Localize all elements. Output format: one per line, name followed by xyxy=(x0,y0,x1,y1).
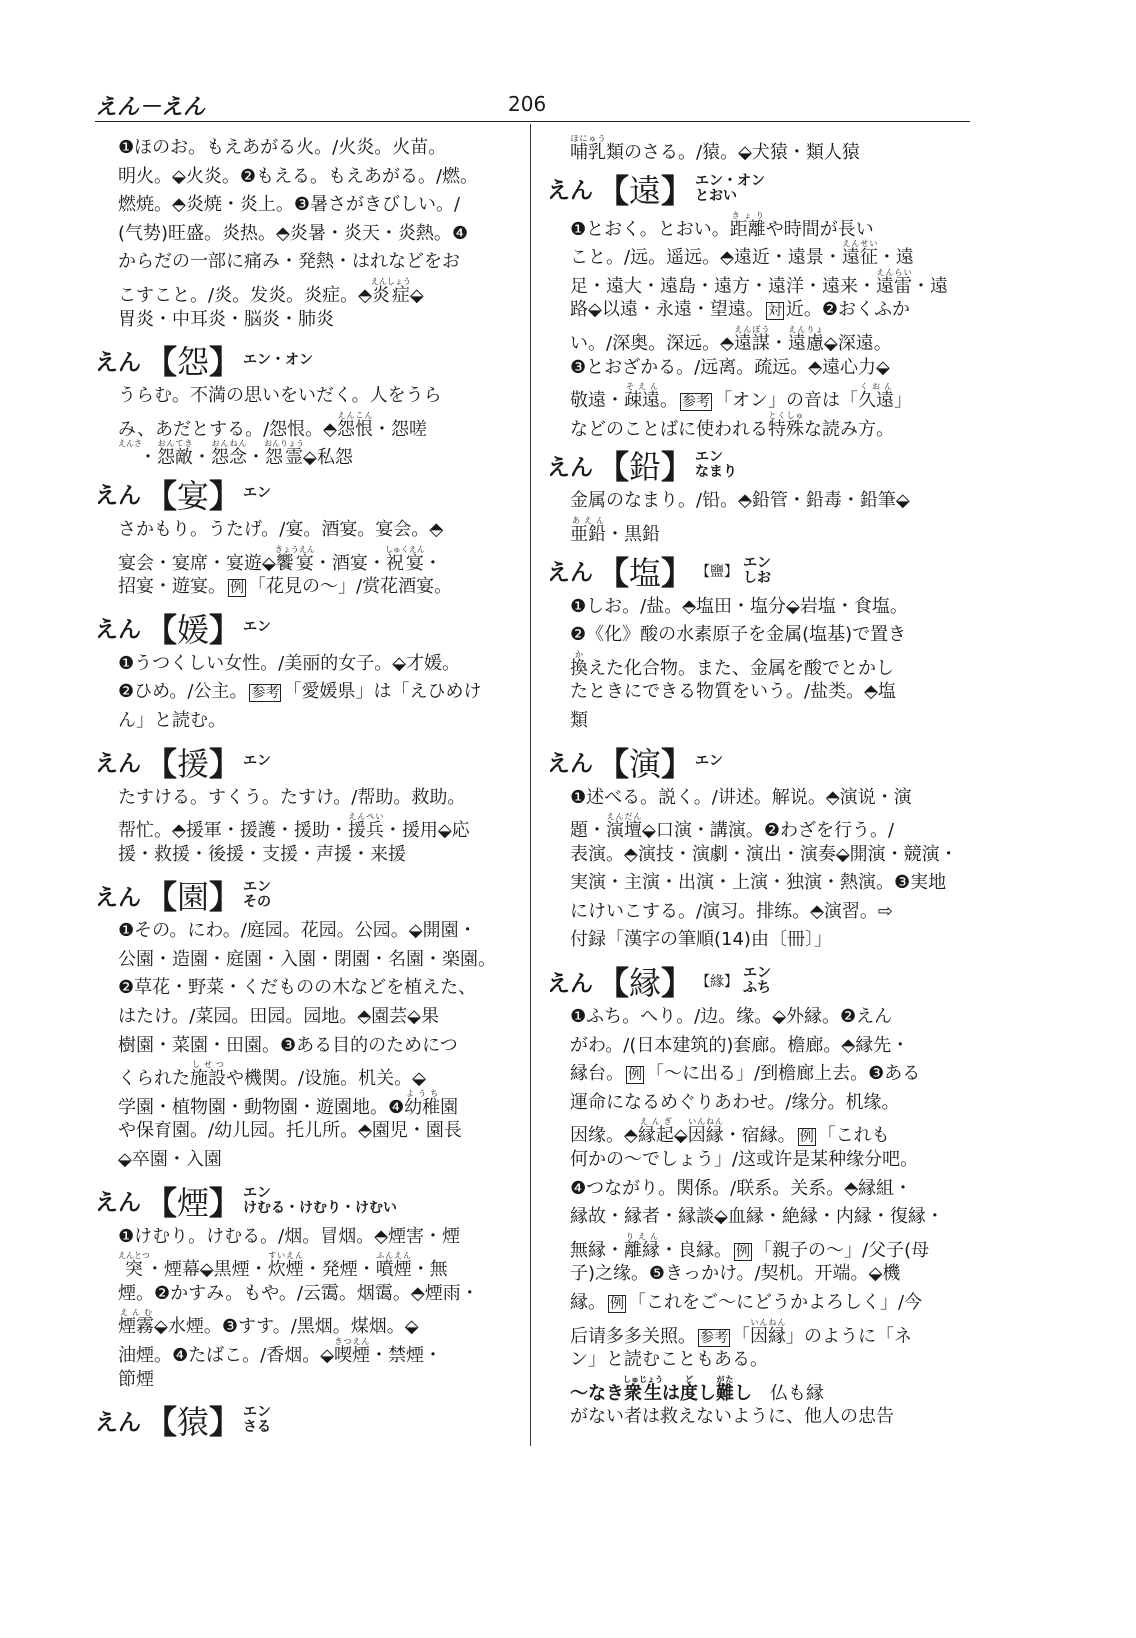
headword-readings xyxy=(243,1186,397,1216)
entry-headword xyxy=(95,606,515,650)
definition-line: からだの一部に痛み・発熱・はれなどをお xyxy=(118,251,460,273)
headword-kanji: 猿 xyxy=(177,1403,210,1442)
definition-line: ❶ふち。へり。/边。缘。⬙外縁。❷えん xyxy=(570,1006,893,1028)
bracket-open: 【 xyxy=(145,1403,178,1442)
definition-line: 公園・造園・庭園・入園・閉園・名園・楽園。 xyxy=(118,948,496,970)
label-box: 例 xyxy=(628,1067,642,1084)
ruby-word: 施設しせつ xyxy=(190,1060,226,1090)
definition-line: さかもり。うたげ。/宴。酒宴。宴会。⬘ xyxy=(118,518,444,540)
headword-kana: えん xyxy=(95,884,141,911)
ruby-word: 喫煙きつえん xyxy=(334,1337,371,1366)
headword-kanji: 鉛 xyxy=(629,448,662,487)
ruby-word: 遠謀えんぼう xyxy=(733,324,770,354)
definition-line: にけいこする。/演习。排练。⬘演習。⇨ xyxy=(570,900,893,922)
definition-line: ❸とおざかる。/远离。疏远。⬘遠心力⬙ xyxy=(570,356,890,378)
on-reading: エン xyxy=(743,965,772,982)
label-box: 例 xyxy=(736,1243,750,1260)
ruby-word: 遠雷えんらい xyxy=(876,267,912,297)
headword-kanji: 縁 xyxy=(629,964,662,1003)
bracket-close: 】 xyxy=(209,1183,242,1222)
definition-line: ❶述べる。説く。/讲述。解说。⬘演说・演 xyxy=(570,786,912,808)
on-reading: エン xyxy=(743,554,772,571)
definition-line: 足・遠大・遠島・遠方・遠洋・遠来・遠雷えんらい・遠 xyxy=(570,267,948,297)
definition-line: 子)之缘。❺きっかけ。/契机。开端。⬙機 xyxy=(570,1263,901,1285)
kun-reading: ふち xyxy=(743,980,772,997)
bracket-close: 】 xyxy=(209,610,242,649)
ruby-word: 特殊とくしゅ xyxy=(768,410,804,440)
headword-readings xyxy=(243,620,271,635)
definition-line: 油煙。❹たばこ。/香烟。⬙喫煙きつえん・禁煙・ xyxy=(118,1337,443,1366)
definition-line: ⬙卒園・入園 xyxy=(118,1149,222,1171)
bracket-open: 【 xyxy=(145,610,178,649)
ruby-word: 衆生しゅじょう xyxy=(623,1374,663,1404)
entry-headword xyxy=(95,338,515,382)
ruby-word: 演壇えんだん xyxy=(606,812,642,842)
entry-headword xyxy=(547,549,967,593)
headword-kanji: 援 xyxy=(177,744,210,783)
definition-line: 后请多多关照。 参考 「因縁いんねん」のように「ネ xyxy=(570,1317,912,1347)
headword-kanji: 塩 xyxy=(629,553,662,592)
bracket-open: 【 xyxy=(145,343,178,382)
definition-line: はたけ。/菜园。田园。园地。⬘園芸⬙果 xyxy=(118,1006,440,1028)
ruby-word: 突えんとつ xyxy=(118,1251,150,1281)
definition-line: や保育園。/幼儿园。托儿所。⬘園児・園長 xyxy=(118,1120,462,1142)
headword-readings xyxy=(243,353,313,368)
definition-line: 突えんとつ・煙幕⬙黒煙・炊煙すいえん・発煙・噴煙ふんえん・無 xyxy=(118,1251,448,1281)
definition-line: ❷草花・野菜・くだものの木などを植えた、 xyxy=(118,977,477,999)
ruby-word: 遠慮えんりょ xyxy=(787,324,824,354)
headword-kana: えん xyxy=(95,1409,141,1436)
on-reading: エン xyxy=(695,449,724,466)
label-box: 参考 xyxy=(251,685,280,702)
bracket-close: 】 xyxy=(209,476,242,515)
bracket-close: 】 xyxy=(661,553,694,592)
definition-line: 樹園・菜園・田園。❸ある目的のためにつ xyxy=(118,1034,458,1056)
definition-line: 縁故・縁者・縁談⬙血縁・絶縁・内縁・復縁・ xyxy=(570,1206,944,1228)
ruby-word: 炎症えんしょう xyxy=(370,276,411,306)
bracket-close: 】 xyxy=(209,1403,242,1442)
ruby-word: 怨敵おんてき xyxy=(157,439,193,469)
ruby-word: 噴煙ふんえん xyxy=(375,1251,412,1281)
definition-line: くられた施設しせつや機関。/设施。机关。⬙ xyxy=(118,1060,426,1090)
headword-kanji: 怨 xyxy=(177,343,210,382)
definition-line: 燃焼。⬘炎焼・炎上。❸暑さがきびしい。/ xyxy=(118,194,461,216)
definition-line: 亜鉛あえん・黒鉛 xyxy=(570,515,660,545)
ruby-word: 因縁いんねん xyxy=(687,1117,724,1147)
definition-line: 付録「漢字の筆順(14)由〔冊〕」 xyxy=(570,929,832,951)
definition-line: ❹つながり。関係。/联系。关系。⬘縁組・ xyxy=(570,1177,913,1199)
kun-reading: とおい xyxy=(695,187,738,204)
bracket-open: 【 xyxy=(597,964,630,1003)
on-reading: エン xyxy=(243,485,272,502)
definition-line: 題・演壇えんだん⬙口演・講演。❷わざを行う。/ xyxy=(570,812,895,842)
entry-headword xyxy=(95,873,515,917)
ruby-word: 援兵えんぺい xyxy=(347,812,384,842)
definition-line: ❷《化》酸の水素原子を金属(塩基)で置き xyxy=(570,624,907,646)
on-reading: エン xyxy=(243,1184,272,1201)
definition-line: がわ。/(日本建筑的)套廊。檐廊。⬘縁先・ xyxy=(570,1034,910,1056)
definition-line: 無縁・離縁りえん・良縁。 例 「親子の～」/父子(母 xyxy=(570,1231,930,1261)
ruby-word: 離縁りえん xyxy=(624,1231,660,1261)
ruby-word: 怨霊おんりょう xyxy=(264,439,304,469)
old-form-kanji: 【鹽】 xyxy=(696,563,739,580)
headword-kana: えん xyxy=(95,349,141,376)
definition-line: ん」と読む。 xyxy=(118,709,226,731)
headword-kanji: 演 xyxy=(629,744,662,783)
headword-readings xyxy=(695,754,723,769)
definition-line: こと。/远。遥远。⬘遠近・遠景・遠征えんせい・遠 xyxy=(570,239,914,269)
right-column xyxy=(547,134,967,1432)
entry-headword xyxy=(95,740,515,784)
definition-line: などのことばに使われる特殊とくしゅな読み方。 xyxy=(570,410,894,440)
ruby-word: 久遠くおん xyxy=(858,382,894,412)
definition-line: ❶その。にわ。/庭园。花园。公园。⬙開園・ xyxy=(118,920,477,942)
ruby-word: 因縁いんねん xyxy=(750,1317,786,1347)
definition-line: 煙。❷かすみ。もや。/云霭。烟霭。⬘煙雨・ xyxy=(118,1282,479,1304)
definition-line: 類 xyxy=(570,709,588,731)
ruby-word: 疎遠そえん xyxy=(624,382,660,412)
definition-line: ❷ひめ。/公主。 参考 「愛媛県」は「えひめけ xyxy=(118,681,482,703)
bracket-close: 】 xyxy=(661,744,694,783)
page-number: 206 xyxy=(508,92,547,116)
definition-line: うらむ。不満の思いをいだく。人をうら xyxy=(118,385,442,407)
entry-headword xyxy=(95,472,515,516)
label-box: 例 xyxy=(230,580,244,597)
headword-kana: えん xyxy=(547,970,593,997)
definition-line: がない者は救えないように、他人の忠告 xyxy=(570,1406,894,1428)
bracket-close: 】 xyxy=(661,964,694,1003)
on-reading: エン xyxy=(695,753,724,769)
headword-readings xyxy=(243,1405,271,1435)
ruby-word: 縁起えんぎ xyxy=(637,1117,674,1147)
definition-line: ❶けむり。けむる。/烟。冒烟。⬘煙害・煙 xyxy=(118,1225,461,1247)
definition-line: 哺乳ほにゅう類のさる。/猿。⬙犬猿・類人猿 xyxy=(570,134,860,163)
definition-line: ❶しお。/盐。⬘塩田・塩分⬙岩塩・食塩。 xyxy=(570,595,908,617)
bracket-close: 】 xyxy=(209,744,242,783)
definition-line: い。/深奥。深远。⬘遠謀えんぼう・遠慮えんりょ⬙深遠。 xyxy=(570,324,892,354)
column-divider xyxy=(530,124,531,1446)
idiom-phrase: ～なき衆生しゅじょうは度どし難がたし xyxy=(570,1374,752,1404)
headword-readings xyxy=(695,450,737,480)
left-column xyxy=(95,134,515,1442)
header-rule xyxy=(95,121,970,122)
bracket-open: 【 xyxy=(597,448,630,487)
headword-kana: えん xyxy=(95,751,141,777)
on-reading: エン xyxy=(243,753,272,769)
ruby-word: 炊煙すいえん xyxy=(267,1251,304,1281)
definition-line: 煙霧えんむ⬙水煙。❸すす。/黑烟。煤烟。⬙ xyxy=(118,1308,419,1338)
bracket-open: 【 xyxy=(145,744,178,783)
bracket-close: 】 xyxy=(661,448,694,487)
definition-line: ❶とおく。とおい。距離きょりや時間が長い xyxy=(570,210,874,240)
kun-reading: なまり xyxy=(695,464,738,481)
ruby-word: 距離きょり xyxy=(729,210,766,240)
on-reading: エン・オン xyxy=(695,172,766,189)
ruby-word: 怨念おんねん xyxy=(211,439,247,469)
definition-line: 学園・植物園・動物園・遊園地。❹幼稚ようち園 xyxy=(118,1088,459,1118)
definition-line: 何かの～でしょう」/这或许是某种缘分吧。 xyxy=(570,1149,919,1171)
definition-line: ❶うつくしい女性。/美丽的女子。⬙才媛。 xyxy=(118,652,461,674)
definition-line: ❶ほのお。もえあがる火。/火炎。火苗。 xyxy=(118,137,447,158)
definition-line: 表演。⬘演技・演劇・演出・演奏⬙開演・競演・ xyxy=(570,843,958,865)
entry-headword xyxy=(547,740,967,784)
headword-readings xyxy=(243,754,271,769)
headword-kanji: 遠 xyxy=(629,171,662,210)
bracket-open: 【 xyxy=(145,476,178,515)
bracket-open: 【 xyxy=(145,1183,178,1222)
on-reading: エン xyxy=(243,619,272,636)
bracket-open: 【 xyxy=(145,878,178,917)
headword-kana: えん xyxy=(547,751,593,777)
kun-reading: しお xyxy=(743,569,772,586)
label-box: 例 xyxy=(610,1296,624,1312)
entry-headword xyxy=(95,1398,515,1442)
kun-reading: けむる・けむり・けむい xyxy=(243,1199,398,1216)
label-box: 例 xyxy=(799,1129,814,1146)
definition-line: 縁台。 例 「～に出る」/到檐廊上去。❸ある xyxy=(570,1063,921,1085)
ruby-word: 煙霧えんむ xyxy=(118,1308,154,1338)
definition-line: ン」と読むこともある。 xyxy=(570,1349,768,1371)
definition-line: 招宴・遊宴。 例 「花見の～」/赏花酒宴。 xyxy=(118,576,453,598)
ruby-word: 幼稚ようち xyxy=(404,1088,441,1118)
definition-line: 実演・主演・出演・上演・独演・熱演。❸実地 xyxy=(570,872,947,894)
bracket-close: 】 xyxy=(661,171,694,210)
definition-line: 路⬙以遠・永遠・望遠。 対 近。❷おくふか xyxy=(570,299,910,321)
definition-line: たすける。すくう。たすけ。/帮助。救助。 xyxy=(118,786,466,808)
definition-line: ～なき衆生しゅじょうは度どし難がたし 仏も縁 xyxy=(570,1374,824,1404)
definition-line: 援・救援・後援・支援・声援・来援 xyxy=(118,843,406,865)
ruby-word: 換か xyxy=(570,649,588,679)
definition-line: み、あだとする。/怨恨。⬘怨恨えんこん・怨嗟 xyxy=(118,410,427,440)
definition-line: 宴会・宴席・宴遊⬙饗宴きょうえん・酒宴・祝宴しゅくえん・ xyxy=(118,544,442,574)
ruby-word: 遠征えんせい xyxy=(841,239,878,269)
ruby-word: 饗宴きょうえん xyxy=(274,544,315,574)
label-box: 参考 xyxy=(682,394,710,411)
definition-line: えんさ・怨敵おんてき・怨念おんねん・怨霊おんりょう⬙私怨 xyxy=(118,439,353,469)
headword-kana: えん xyxy=(547,560,593,587)
bracket-open: 【 xyxy=(597,553,630,592)
headword-kanji: 宴 xyxy=(177,476,210,515)
bracket-open: 【 xyxy=(597,744,630,783)
definition-line: たときにできる物質をいう。/盐类。⬘塩 xyxy=(570,681,896,703)
headword-kana: えん xyxy=(95,483,141,510)
definition-line: 敬遠・疎遠そえん。 参考 「オン」の音は「久遠くおん」 xyxy=(570,382,912,412)
definition-line: (气势)旺盛。炎热。⬘炎暑・炎天・炎熱。❹ xyxy=(118,222,469,244)
definition-line: 明火。⬙火炎。❷もえる。もえあがる。/燃。 xyxy=(118,165,479,187)
definition-line: 帮忙。⬘援軍・援護・援助・援兵えんぺい・援用⬙応 xyxy=(118,812,470,842)
headword-readings xyxy=(243,880,271,910)
headword-kanji: 煙 xyxy=(177,1183,210,1222)
entry-headword xyxy=(95,1179,515,1223)
headword-kana: えん xyxy=(547,178,593,205)
bracket-close: 】 xyxy=(209,878,242,917)
definition-line: 換かえた化合物。また、金属を酸でとかし xyxy=(570,649,894,679)
entry-headword xyxy=(547,443,967,487)
ruby-word: 哺乳ほにゅう xyxy=(570,134,606,163)
definition-line: 因缘。⬘縁起えんぎ⬙因縁いんねん・宿縁。 例 「これも xyxy=(570,1117,890,1147)
kun-reading: さる xyxy=(243,1419,272,1436)
on-reading: エン xyxy=(243,1404,272,1421)
ruby-word: えんさ xyxy=(118,439,142,449)
on-reading: エン xyxy=(243,879,272,896)
kun-reading: その xyxy=(243,894,272,911)
headword-kanji: 園 xyxy=(177,878,210,917)
running-head: えん－えん xyxy=(95,95,206,120)
headword-readings xyxy=(695,174,765,204)
definition-line: 金属のなまり。/铅。⬘鉛管・鉛毒・鉛筆⬙ xyxy=(570,490,910,512)
ruby-word: 怨恨えんこん xyxy=(337,410,373,440)
entry-headword xyxy=(547,959,967,1003)
on-reading: エン・オン xyxy=(243,351,314,368)
definition-line: 運命になるめぐりあわせ。/缘分。机缘。 xyxy=(570,1091,900,1113)
ruby-word: 難がた xyxy=(716,1374,734,1404)
definition-line: 胃炎・中耳炎・脳炎・肺炎 xyxy=(118,308,334,330)
ruby-word: 度ど xyxy=(680,1374,698,1404)
ruby-word: 祝宴しゅくえん xyxy=(384,544,425,574)
headword-readings xyxy=(243,486,271,501)
ruby-word: 亜鉛あえん xyxy=(570,515,606,545)
old-form-kanji: 【緣】 xyxy=(696,974,739,991)
label-box: 対 xyxy=(767,303,782,320)
definition-line: 縁。 例 「これをご～にどうかよろしく」/今 xyxy=(570,1292,923,1313)
headword-readings xyxy=(743,556,771,586)
headword-readings xyxy=(743,966,771,996)
definition-line: こすこと。/炎。发炎。炎症。⬘炎症えんしょう⬙ xyxy=(118,276,424,306)
headword-kana: えん xyxy=(95,617,141,644)
bracket-open: 【 xyxy=(597,171,630,210)
label-box: 参考 xyxy=(700,1329,728,1346)
definition-line: 節煙 xyxy=(118,1368,154,1390)
headword-kana: えん xyxy=(95,1190,141,1217)
entry-headword xyxy=(547,167,967,211)
headword-kana: えん xyxy=(547,454,593,481)
bracket-close: 】 xyxy=(209,343,242,382)
headword-kanji: 媛 xyxy=(177,610,210,649)
